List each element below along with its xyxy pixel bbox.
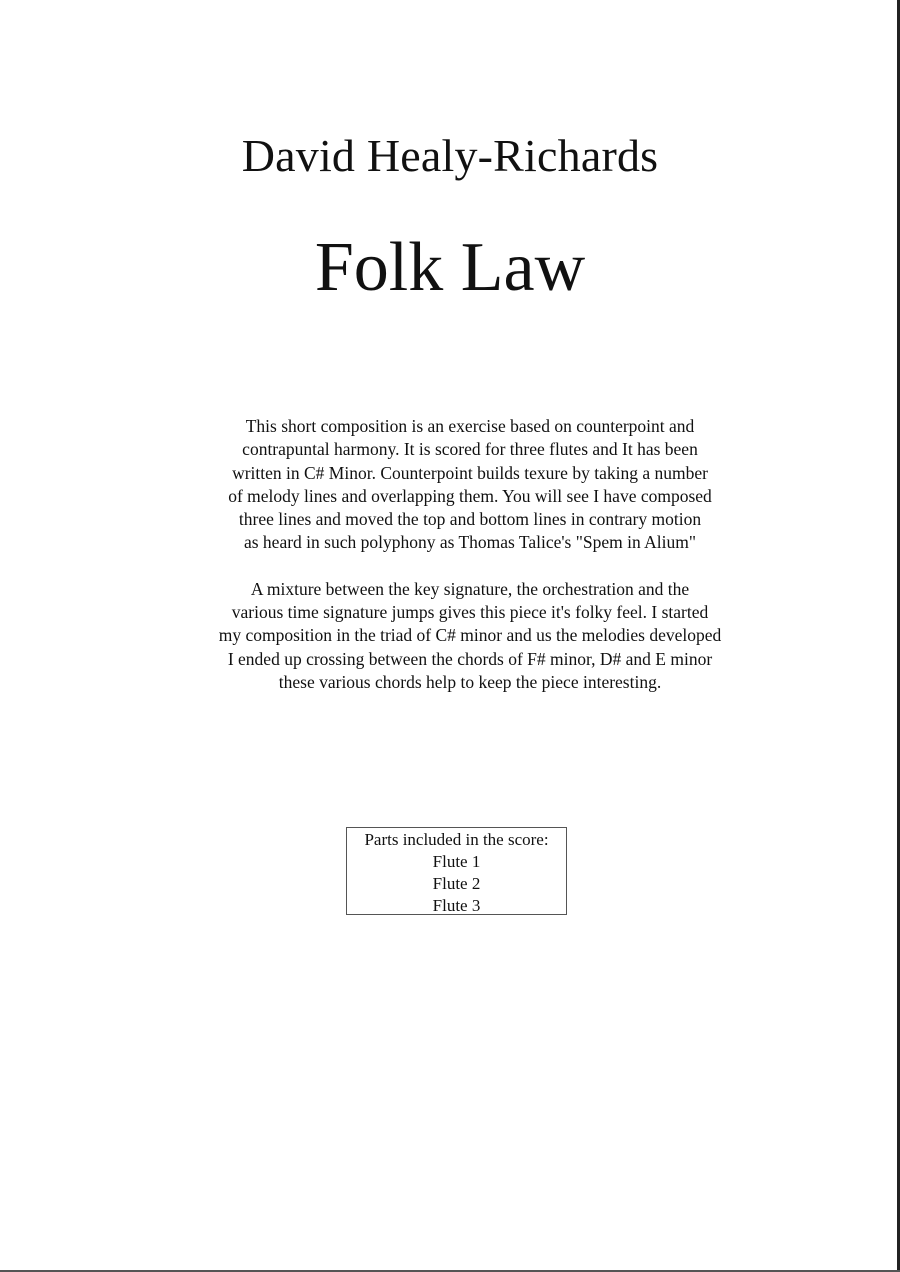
notes-line: as heard in such polyphony as Thomas Talice's "Spem in Alium" [243, 532, 697, 553]
parts-heading: Parts included in the score: [364, 830, 549, 849]
notes-line: written in C# Minor. Counterpoint builds texure by taking a number [232, 462, 708, 483]
notes-line: various time signature jumps gives this piece it's folky feel. I started [231, 602, 709, 623]
notes-line: A mixture between the key signature, the orchestration and the [250, 578, 690, 599]
part-item: Flute 3 [432, 896, 481, 915]
program-notes [150, 415, 790, 694]
notes-line: This short composition is an exercise based on counterpoint and [245, 416, 695, 436]
notes-line: these various chords help to keep the piece interesting. [278, 671, 662, 692]
part-item: Flute 2 [432, 874, 481, 893]
composer-name: David Healy-Richards [241, 130, 659, 181]
paragraph-gap [150, 555, 790, 578]
notes-line: of melody lines and overlapping them. You will see I have composed [228, 485, 712, 506]
parts-list-box [346, 827, 567, 915]
notes-line: three lines and moved the top and bottom lines in contrary motion [238, 509, 702, 530]
piece-title: Folk Law [314, 229, 586, 306]
part-item: Flute 1 [432, 852, 481, 871]
notes-line: I ended up crossing between the chords of F# minor, D# and E minor [227, 648, 713, 669]
notes-line: contrapuntal harmony. It is scored for three flutes and It has been [242, 439, 698, 460]
notes-line: my composition in the triad of C# minor and us the melodies developed [218, 625, 722, 646]
